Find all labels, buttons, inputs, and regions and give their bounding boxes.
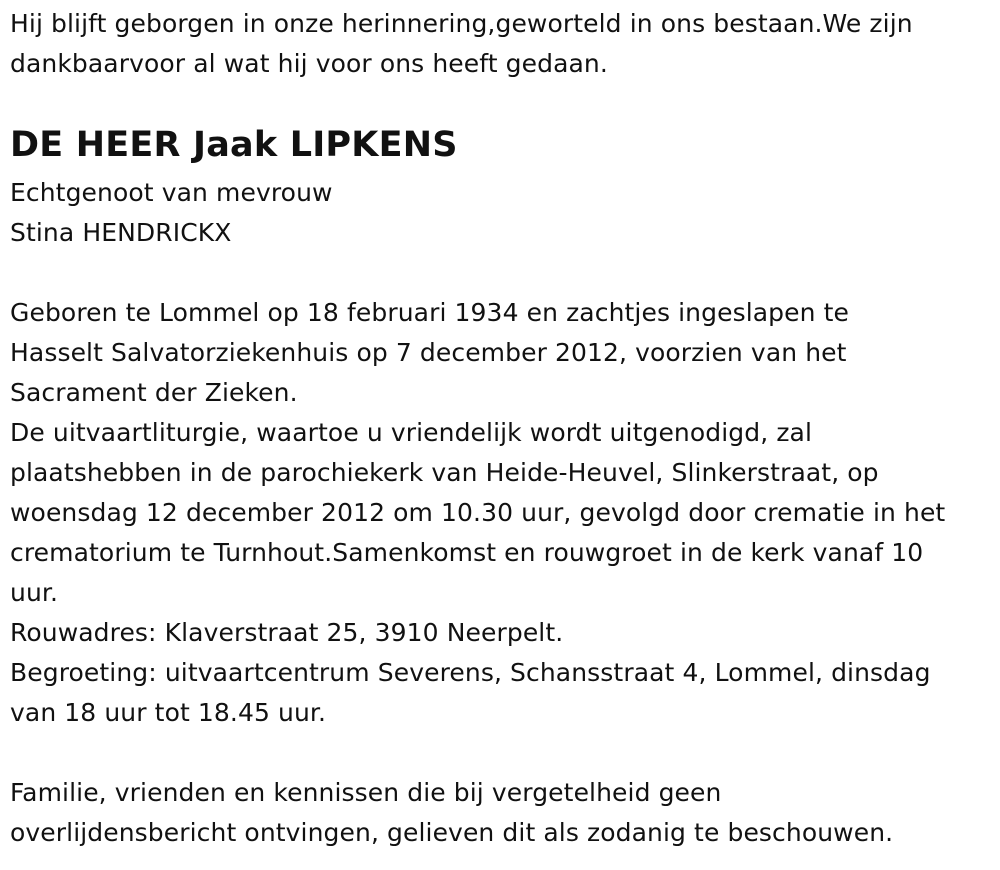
spouse-line: Stina HENDRICKX <box>10 218 232 247</box>
details-line: De uitvaartliturgie, waartoe u vriendelijk wordt uitgenodigd, zal <box>10 418 813 447</box>
closing-line: Familie, vrienden en kennissen die bij vergetelheid geen <box>10 778 722 807</box>
intro-line: Hij blijft geborgen in onze herinnering,geworteld in ons bestaan.We zijn <box>10 9 913 38</box>
details-line: Rouwadres: Klaverstraat 25, 3910 Neerpelt. <box>10 618 564 647</box>
spouse-line: Echtgenoot van mevrouw <box>10 178 333 207</box>
details-line: uur. <box>10 578 59 607</box>
deceased-name-heading: DE HEER Jaak LIPKENS <box>10 125 458 165</box>
details-line: plaatshebben in de parochiekerk van Heide-Heuvel, Slinkerstraat, op <box>10 458 879 487</box>
closing-note <box>10 773 893 853</box>
details-line: Geboren te Lommel op 18 februari 1934 en zachtjes ingeslapen te <box>10 298 849 327</box>
details-line: crematorium te Turnhout.Samenkomst en rouwgroet in de kerk vanaf 10 <box>10 538 924 567</box>
intro-quote <box>10 4 913 84</box>
details-line: woensdag 12 december 2012 om 10.30 uur, gevolgd door crematie in het <box>10 498 946 527</box>
details-line: van 18 uur tot 18.45 uur. <box>10 698 327 727</box>
details-line: Sacrament der Zieken. <box>10 378 298 407</box>
closing-line: overlijdensbericht ontvingen, gelieven dit als zodanig te beschouwen. <box>10 818 894 847</box>
spouse-info <box>10 173 333 253</box>
details-line: Begroeting: uitvaartcentrum Severens, Schansstraat 4, Lommel, dinsdag <box>10 658 931 687</box>
details-line: Hasselt Salvatorziekenhuis op 7 december 2012, voorzien van het <box>10 338 847 367</box>
intro-line: dankbaarvoor al wat hij voor ons heeft gedaan. <box>10 49 608 78</box>
funeral-details <box>10 293 945 733</box>
